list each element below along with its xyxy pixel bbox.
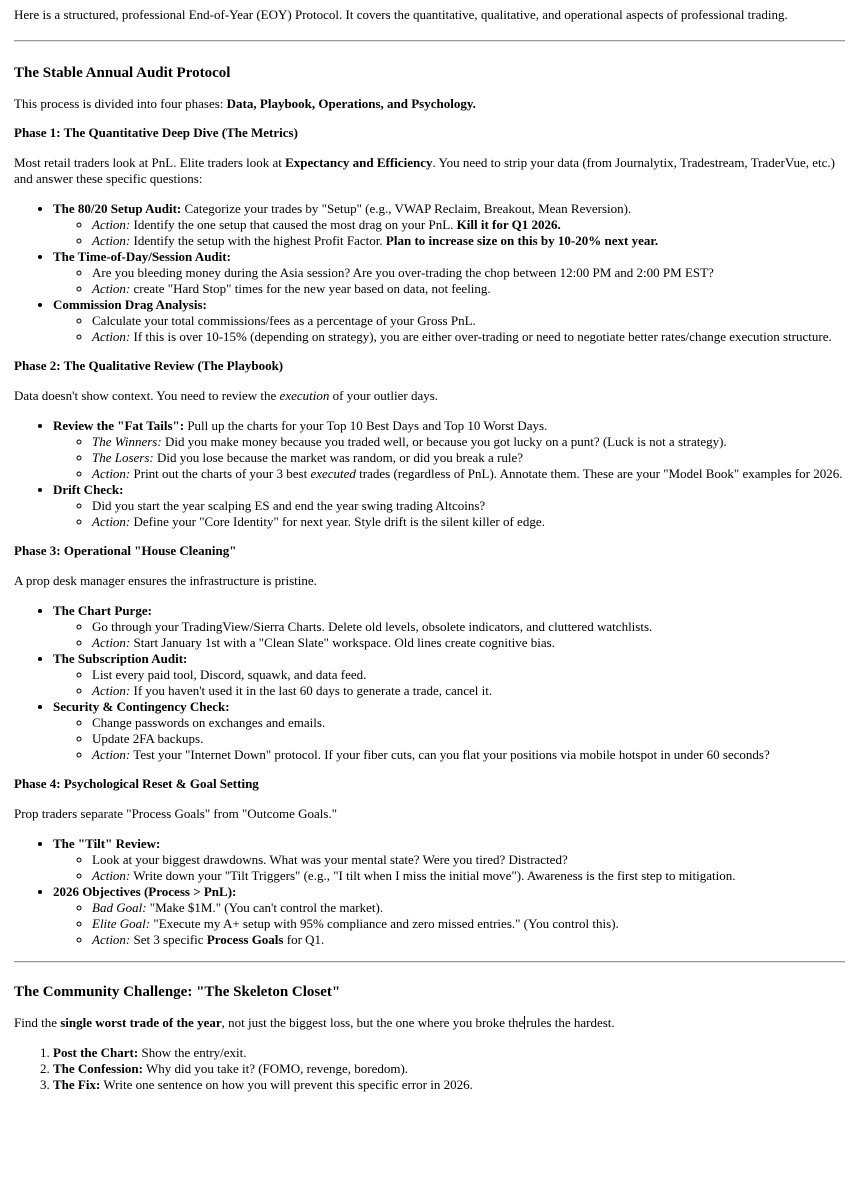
list-item: • The "Tilt" Review: ◦ Look at your biggest drawdowns. What was your mental state? Were you tired? Distracted? ◦ Action: Write down your "Tilt Triggers" (e.g., "I tilt when I miss the initial move"). Awareness is the first step to mitigation.: [53, 836, 845, 884]
list-item: • The Time-of-Day/Session Audit: ◦ Are you bleeding money during the Asia session? Are you over-trading the chop between 12:00 PM and 2:00 PM EST? ◦ Action: create "Hard Stop" times for the new year based on data, not feeling.: [53, 249, 845, 297]
list-item: ◦ Action: If this is over 10-15% (depending on strategy), you are either over-trading or need to negotiate better rates/change execution structure.: [92, 329, 845, 345]
list-item: ◦ Action: Test your "Internet Down" protocol. If your fiber cuts, can you flat your positions via mobile hotspot in under 60 seconds?: [92, 747, 845, 763]
phase-3-list: [14, 603, 845, 763]
phase-2-paragraph: Data doesn't show context. You need to review the execution of your outlier days.: [14, 388, 439, 403]
divider: [14, 961, 845, 963]
list-item: ◦ List every paid tool, Discord, squawk, and data feed.: [92, 667, 845, 683]
phase-1-paragraph: Most retail traders look at PnL. Elite traders look at Expectancy and Efficiency. You need to strip your data (from Journalytix, Tradestream, TraderVue, etc.) and answer these specific questions:: [14, 155, 835, 186]
list-item: ◦ Go through your TradingView/Sierra Charts. Delete old levels, obsolete indicators, and cluttered watchlists.: [92, 619, 845, 635]
list-item: ◦ Action: Set 3 specific Process Goals for Q1.: [92, 932, 845, 948]
list-item: ◦ Bad Goal: "Make $1M." (You can't control the market).: [92, 900, 845, 916]
list-item: • Security & Contingency Check: ◦ Change passwords on exchanges and emails. ◦ Update 2FA backups. ◦ Action: Test your "Internet Down" protocol. If your fiber cuts, can you flat your positions via mobile hotspot in under 60 seconds?: [53, 699, 845, 763]
list-item: ◦ Action: create "Hard Stop" times for the new year based on data, not feeling.: [92, 281, 845, 297]
list-item: • 2026 Objectives (Process > PnL): ◦ Bad Goal: "Make $1M." (You can't control the market). ◦ Elite Goal: "Execute my A+ setup with 95% compliance and zero missed entries." (You control this). ◦ Action: Set 3 specific Process Goals for Q1.: [53, 884, 845, 948]
phase-2-list: [14, 418, 845, 530]
list-item: ◦ Change passwords on exchanges and emails.: [92, 715, 845, 731]
list-item: ◦ Action: Write down your "Tilt Triggers" (e.g., "I tilt when I miss the initial move"). Awareness is the first step to mitigation.: [92, 868, 845, 884]
lead-paragraph: This process is divided into four phases: Data, Playbook, Operations, and Psychology.: [14, 96, 476, 111]
list-item: • The Subscription Audit: ◦ List every paid tool, Discord, squawk, and data feed. ◦ Action: If you haven't used it in the last 60 days to generate a trade, cancel it.: [53, 651, 845, 699]
phase-4-paragraph: Prop traders separate "Process Goals" from "Outcome Goals.": [14, 806, 338, 821]
list-item: • The 80/20 Setup Audit: Categorize your trades by "Setup" (e.g., VWAP Reclaim, Breakout, Mean Reversion). ◦ Action: Identify the one setup that caused the most drag on your PnL. Kill it for Q1 2026. ◦ Action: Identify the setup with the highest Profit Factor. Plan to increase size on this by 10-20% next year.: [53, 201, 845, 249]
list-item: ◦ Are you bleeding money during the Asia session? Are you over-trading the chop between 12:00 PM and 2:00 PM EST?: [92, 265, 845, 281]
list-item: ◦ The Losers: Did you lose because the market was random, or did you break a rule?: [92, 450, 845, 466]
phase-4-list: [14, 836, 845, 948]
list-item: ◦ Action: Print out the charts of your 3 best executed trades (regardless of PnL). Annotate them. These are your "Model Book" examples for 2026.: [92, 466, 845, 482]
list-item: ◦ Look at your biggest drawdowns. What was your mental state? Were you tired? Distracted?: [92, 852, 845, 868]
list-item: • Drift Check: ◦ Did you start the year scalping ES and end the year swing trading Altcoins? ◦ Action: Define your "Core Identity" for next year. Style drift is the silent killer of edge.: [53, 482, 845, 530]
phase-2-heading: Phase 2: The Qualitative Review (The Playbook): [14, 358, 284, 373]
list-item: 3. The Fix: Write one sentence on how you will prevent this specific error in 2026.: [53, 1077, 845, 1093]
list-item: ◦ Action: If you haven't used it in the last 60 days to generate a trade, cancel it.: [92, 683, 845, 699]
list-item: • The Chart Purge: ◦ Go through your TradingView/Sierra Charts. Delete old levels, obsolete indicators, and cluttered watchlists. ◦ Action: Start January 1st with a "Clean Slate" workspace. Old lines create cognitive bias.: [53, 603, 845, 651]
phase-1-list: [14, 201, 845, 345]
list-item: ◦ Update 2FA backups.: [92, 731, 845, 747]
list-item: ◦ Action: Identify the setup with the highest Profit Factor. Plan to increase size on this by 10-20% next year.: [92, 233, 845, 249]
phase-3-heading: Phase 3: Operational "House Cleaning": [14, 543, 237, 558]
list-item: ◦ Action: Start January 1st with a "Clean Slate" workspace. Old lines create cognitive bias.: [92, 635, 845, 651]
divider: [14, 40, 845, 42]
challenge-steps: [14, 1045, 845, 1093]
list-item: ◦ Did you start the year scalping ES and end the year swing trading Altcoins?: [92, 498, 845, 514]
list-item: • Commission Drag Analysis: ◦ Calculate your total commissions/fees as a percentage of your Gross PnL. ◦ Action: If this is over 10-15% (depending on strategy), you are either over-trading or need to negotiate better rates/change execution structure.: [53, 297, 845, 345]
protocol-title: The Stable Annual Audit Protocol: [14, 65, 231, 81]
intro-text: Here is a structured, professional End-of-Year (EOY) Protocol. It covers the quantitative, qualitative, and operational aspects of professional trading.: [14, 7, 788, 22]
phase-1-heading: Phase 1: The Quantitative Deep Dive (The Metrics): [14, 125, 298, 140]
list-item: ◦ Action: Identify the one setup that caused the most drag on your PnL. Kill it for Q1 2026.: [92, 217, 845, 233]
challenge-title: The Community Challenge: "The Skeleton Closet": [14, 984, 341, 1000]
phase-4-heading: Phase 4: Psychological Reset & Goal Setting: [14, 776, 259, 791]
list-item: ◦ The Winners: Did you make money because you traded well, or because you got lucky on a punt? (Luck is not a strategy).: [92, 434, 845, 450]
challenge-paragraph: Find the single worst trade of the year, not just the biggest loss, but the one where you broke the rules the hardest.: [14, 1015, 615, 1030]
list-item: • Review the "Fat Tails": Pull up the charts for your Top 10 Best Days and Top 10 Worst Days. ◦ The Winners: Did you make money because you traded well, or because you got lucky on a punt? (Luck is not a strategy). ◦ The Losers: Did you lose because the market was random, or did you break a rule? ◦ Action: Print out the charts of your 3 best executed trades (regardless of PnL). Annotate them. These are your "Model Book" examples for 2026.: [53, 418, 845, 482]
list-item: ◦ Calculate your total commissions/fees as a percentage of your Gross PnL.: [92, 313, 845, 329]
list-item: 2. The Confession: Why did you take it? (FOMO, revenge, boredom).: [53, 1061, 845, 1077]
list-item: 1. Post the Chart: Show the entry/exit.: [53, 1045, 845, 1061]
list-item: ◦ Action: Define your "Core Identity" for next year. Style drift is the silent killer of edge.: [92, 514, 845, 530]
phase-3-paragraph: A prop desk manager ensures the infrastructure is pristine.: [14, 573, 317, 588]
list-item: ◦ Elite Goal: "Execute my A+ setup with 95% compliance and zero missed entries." (You control this).: [92, 916, 845, 932]
